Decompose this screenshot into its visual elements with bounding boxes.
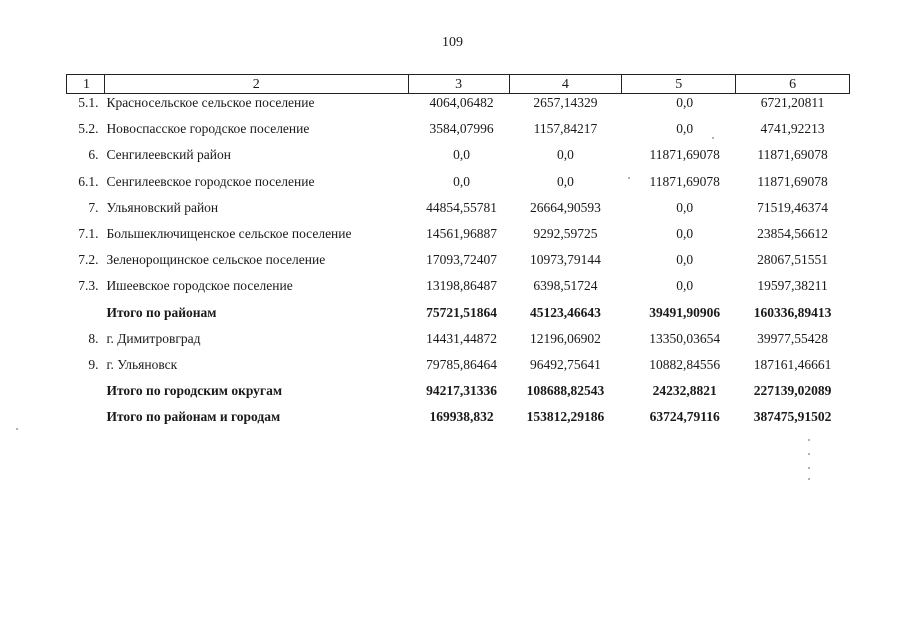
page-number: 109 — [442, 35, 463, 50]
header-cell-6: 6 — [736, 75, 850, 94]
row-number-cell: 7. — [88, 199, 99, 215]
value-cell-4: 12196,06902 — [529, 330, 601, 346]
value-cell-6: 11871,69078 — [757, 173, 828, 189]
table-row — [67, 277, 850, 303]
row-name-cell: Сенгилеевский район — [106, 147, 231, 163]
scan-speck — [808, 478, 810, 480]
value-cell-6: 28067,51551 — [757, 252, 829, 268]
value-cell-5: 0,0 — [676, 199, 694, 215]
value-cell-6: 227139,02089 — [753, 383, 832, 399]
value-cell-3: 94217,31336 — [426, 383, 498, 399]
value-cell-5: 24232,8821 — [652, 383, 717, 399]
table-row — [67, 199, 850, 225]
row-name-cell: г. Димитровград — [106, 330, 201, 346]
table-row — [67, 251, 850, 277]
value-cell-6: 19597,38211 — [757, 278, 828, 294]
value-cell-6: 160336,89413 — [753, 304, 832, 320]
row-name-cell: Итого по районам — [106, 304, 217, 320]
row-number-cell: 7.2. — [78, 252, 99, 268]
value-cell-4: 0,0 — [556, 147, 574, 163]
value-cell-4: 9292,59725 — [533, 225, 598, 241]
row-number-cell: 7.1. — [78, 225, 99, 241]
value-cell-6: 39977,55428 — [757, 330, 829, 346]
value-cell-4: 26664,90593 — [529, 199, 601, 215]
value-cell-4: 6398,51724 — [533, 278, 598, 294]
value-cell-4: 1157,84217 — [533, 121, 598, 137]
row-number-cell: 7.3. — [78, 278, 99, 294]
value-cell-6: 23854,56612 — [757, 225, 829, 241]
value-cell-3: 44854,55781 — [426, 199, 498, 215]
value-cell-5: 0,0 — [676, 225, 694, 241]
value-cell-3: 0,0 — [453, 147, 471, 163]
value-cell-5: 0,0 — [676, 121, 694, 137]
row-number-cell — [67, 382, 105, 408]
row-name-cell: Красносельское сельское поселение — [106, 95, 315, 110]
row-number-cell: 5.2. — [78, 121, 99, 137]
row-name-cell: Новоспасское городское поселение — [106, 121, 310, 137]
value-cell-4: 153812,29186 — [526, 409, 605, 425]
table-row — [67, 146, 850, 172]
row-number-cell: 9. — [88, 356, 99, 372]
row-number-cell: 8. — [88, 330, 99, 346]
total-row — [67, 304, 850, 330]
value-cell-3: 3584,07996 — [429, 121, 494, 137]
header-row — [67, 75, 850, 94]
scan-speck — [712, 137, 714, 139]
table-row — [67, 173, 850, 199]
value-cell-5: 10882,84556 — [649, 356, 721, 372]
value-cell-5: 11871,69078 — [649, 147, 720, 163]
table-row — [67, 120, 850, 146]
scan-speck — [628, 177, 630, 179]
value-cell-4: 108688,82543 — [526, 383, 605, 399]
value-cell-3: 75721,51864 — [426, 304, 498, 320]
row-name-cell: Ульяновский район — [106, 199, 219, 215]
value-cell-6: 6721,20811 — [760, 95, 825, 110]
table-row — [67, 356, 850, 382]
value-cell-5: 0,0 — [676, 95, 694, 110]
value-cell-3: 14561,96887 — [426, 225, 498, 241]
total-row — [67, 408, 850, 434]
value-cell-3: 14431,44872 — [426, 330, 498, 346]
row-name-cell: Итого по районам и городам — [106, 409, 281, 425]
value-cell-6: 387475,91502 — [753, 409, 832, 425]
table-row — [67, 225, 850, 251]
table-row — [67, 94, 850, 121]
value-cell-6: 11871,69078 — [757, 147, 828, 163]
value-cell-4: 0,0 — [556, 173, 574, 189]
value-cell-3: 0,0 — [453, 173, 471, 189]
scan-speck — [808, 453, 810, 455]
scan-speck — [16, 428, 18, 430]
value-cell-5: 0,0 — [676, 252, 694, 268]
value-cell-5: 39491,90906 — [649, 304, 721, 320]
table-body — [67, 94, 850, 435]
table-header — [67, 75, 850, 94]
value-cell-5: 0,0 — [676, 278, 694, 294]
value-cell-4: 45123,46643 — [529, 304, 601, 320]
row-number-cell — [67, 408, 105, 434]
row-number-cell: 5.1. — [78, 95, 99, 110]
total-row — [67, 382, 850, 408]
value-cell-3: 4064,06482 — [429, 95, 494, 110]
header-cell-5: 5 — [622, 75, 736, 94]
row-name-cell: Сенгилеевское городское поселение — [106, 173, 315, 189]
row-number-cell: 6. — [88, 147, 99, 163]
value-cell-6: 4741,92213 — [760, 121, 825, 137]
value-cell-5: 11871,69078 — [649, 173, 720, 189]
value-cell-4: 96492,75641 — [529, 356, 601, 372]
value-cell-4: 10973,79144 — [529, 252, 601, 268]
scan-speck — [808, 467, 810, 469]
header-cell-4: 4 — [509, 75, 622, 94]
row-name-cell: Итого по городским округам — [106, 383, 283, 399]
value-cell-5: 13350,03654 — [649, 330, 721, 346]
row-number-cell — [67, 304, 105, 330]
value-cell-3: 17093,72407 — [426, 252, 498, 268]
header-cell-1: 1 — [67, 75, 105, 94]
scan-speck — [808, 439, 810, 441]
table-row — [67, 330, 850, 356]
value-cell-6: 187161,46661 — [753, 356, 832, 372]
row-name-cell: Зеленорощинское сельское поселение — [106, 252, 326, 268]
row-name-cell: Ишеевское городское поселение — [106, 278, 293, 294]
row-name-cell: г. Ульяновск — [106, 356, 178, 372]
header-cell-2: 2 — [104, 75, 408, 94]
value-cell-3: 13198,86487 — [426, 278, 498, 294]
data-table — [66, 74, 850, 434]
value-cell-3: 169938,832 — [429, 409, 494, 425]
value-cell-6: 71519,46374 — [757, 199, 829, 215]
value-cell-5: 63724,79116 — [649, 409, 720, 425]
row-name-cell: Большеключищенское сельское поселение — [106, 225, 352, 241]
header-cell-3: 3 — [408, 75, 509, 94]
row-number-cell: 6.1. — [78, 173, 99, 189]
value-cell-4: 2657,14329 — [533, 95, 598, 110]
value-cell-3: 79785,86464 — [426, 356, 498, 372]
